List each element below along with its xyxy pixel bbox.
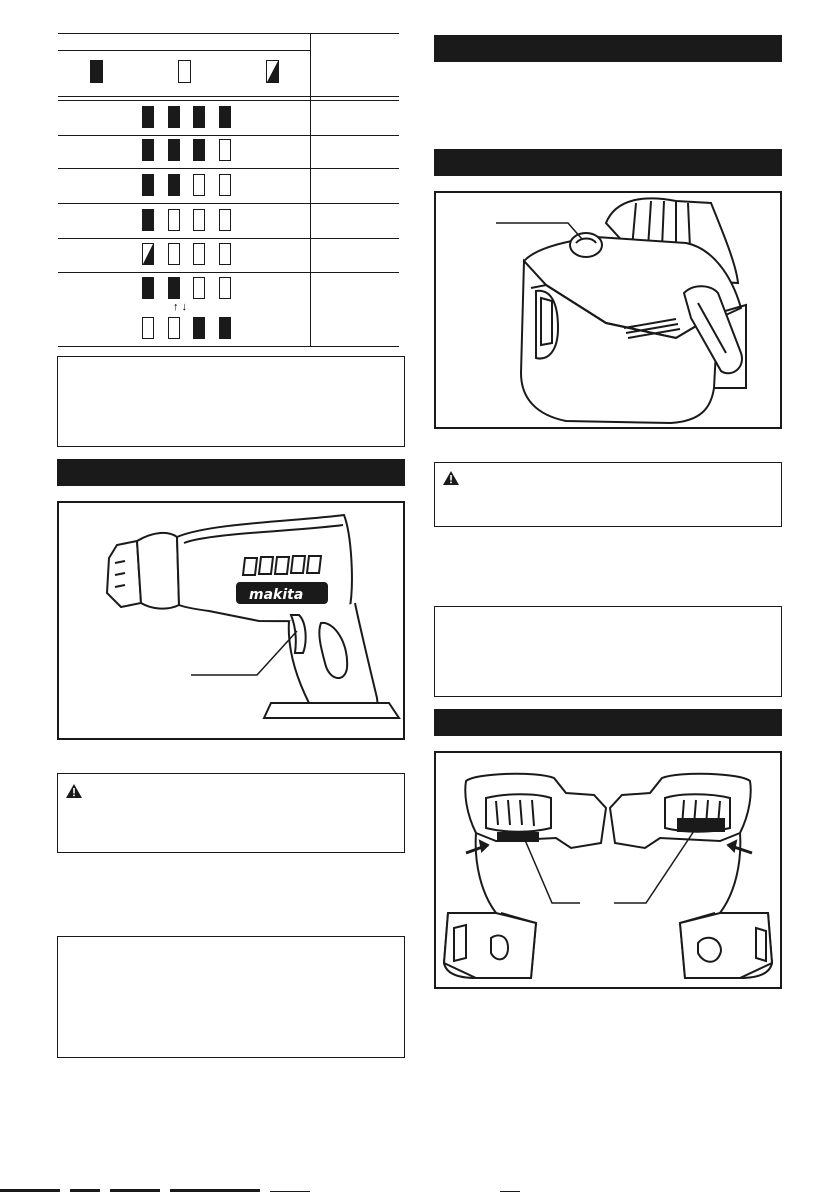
section-header-top bbox=[434, 35, 782, 62]
section-header-switch-action bbox=[57, 459, 405, 486]
indicator-lamp bbox=[193, 139, 205, 161]
swap-arrows: ↑ ↓ bbox=[173, 301, 188, 313]
figure-trigger-switch bbox=[57, 501, 405, 740]
note-box bbox=[57, 936, 405, 1058]
caution-box bbox=[57, 773, 405, 853]
cropped-bottom-text-strip bbox=[0, 1182, 640, 1192]
indicator-lamp bbox=[219, 277, 231, 299]
indicator-lamp bbox=[142, 106, 154, 128]
indicator-lamp bbox=[168, 243, 180, 265]
indicator-lamp bbox=[168, 317, 180, 339]
indicator-lamp bbox=[193, 317, 205, 339]
indicator-lamp bbox=[142, 277, 154, 299]
indicator-lamp bbox=[219, 174, 231, 196]
indicator-lamp bbox=[219, 317, 231, 339]
indicator-lamp bbox=[168, 139, 180, 161]
indicator-lamp bbox=[168, 106, 180, 128]
indicator-lamp bbox=[142, 317, 154, 339]
indicator-lamp bbox=[168, 209, 180, 231]
battery-indicator-table bbox=[58, 33, 399, 347]
indicator-lamp bbox=[193, 277, 205, 299]
lamp-rows bbox=[58, 33, 310, 347]
reversing-switch-illustration bbox=[436, 753, 780, 987]
indicator-lamp bbox=[142, 174, 154, 196]
indicator-lamp bbox=[219, 209, 231, 231]
note-box bbox=[434, 606, 782, 697]
drill-side-illustration bbox=[59, 503, 403, 738]
section-header-battery-cartridge bbox=[434, 149, 782, 176]
svg-text:makita: makita bbox=[249, 587, 304, 603]
figure-reversing-switch bbox=[434, 751, 782, 989]
indicator-lamp bbox=[142, 243, 154, 265]
indicator-lamp bbox=[219, 243, 231, 265]
section-header-reversing-switch bbox=[434, 709, 782, 736]
indicator-lamp bbox=[193, 243, 205, 265]
indicator-lamp bbox=[168, 277, 180, 299]
leader-line bbox=[191, 631, 297, 675]
indicator-lamp bbox=[193, 209, 205, 231]
table-column-divider bbox=[310, 33, 311, 347]
indicator-lamp bbox=[142, 209, 154, 231]
caution-box bbox=[434, 462, 782, 527]
indicator-lamp bbox=[142, 139, 154, 161]
indicator-lamp bbox=[193, 174, 205, 196]
indicator-lamp bbox=[193, 106, 205, 128]
warning-triangle-icon bbox=[443, 471, 459, 485]
figure-battery-cartridge bbox=[434, 191, 782, 429]
warning-triangle-icon bbox=[66, 784, 82, 798]
battery-illustration bbox=[436, 193, 780, 427]
indicator-lamp bbox=[219, 139, 231, 161]
note-box bbox=[57, 356, 405, 447]
indicator-lamp bbox=[168, 174, 180, 196]
indicator-lamp bbox=[219, 106, 231, 128]
leader-line bbox=[496, 223, 582, 239]
